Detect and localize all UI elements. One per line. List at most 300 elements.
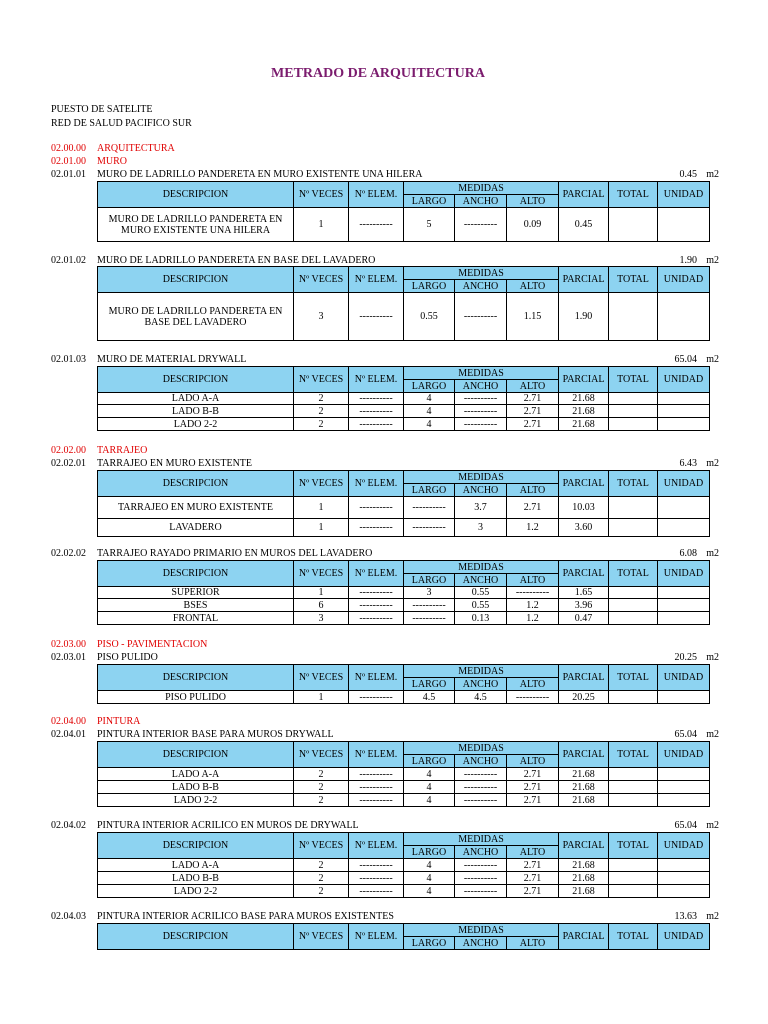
item-total: 65.04 <box>674 729 697 740</box>
header-elem: Nº ELEM. <box>349 267 404 293</box>
measurement-table <box>97 366 710 431</box>
header-largo: LARGO <box>404 937 455 950</box>
header-parcial: PARCIAL <box>559 561 609 587</box>
section-heading <box>51 156 127 167</box>
row-ancho: 0.55 <box>455 587 507 599</box>
header-largo: LARGO <box>404 195 455 208</box>
item-unit: m2 <box>706 458 719 469</box>
row-description: SUPERIOR <box>98 587 294 599</box>
header-total: TOTAL <box>609 471 658 497</box>
row-largo: 4 <box>404 859 455 872</box>
item-unit: m2 <box>706 652 719 663</box>
header-ancho: ANCHO <box>455 280 507 293</box>
row-elem: ---------- <box>349 497 404 519</box>
row-total <box>609 885 658 898</box>
header-total: TOTAL <box>609 561 658 587</box>
table-row <box>98 781 710 794</box>
row-total <box>609 872 658 885</box>
row-unidad <box>658 859 710 872</box>
measurement-table <box>97 832 710 898</box>
header-total: TOTAL <box>609 833 658 859</box>
row-parcial: 20.25 <box>559 691 609 704</box>
row-elem: ---------- <box>349 691 404 704</box>
header-largo: LARGO <box>404 574 455 587</box>
row-elem: ---------- <box>349 859 404 872</box>
header-ancho: ANCHO <box>455 937 507 950</box>
row-elem: ---------- <box>349 781 404 794</box>
item-total: 20.25 <box>674 652 697 663</box>
item-description: MURO DE MATERIAL DRYWALL <box>97 354 247 365</box>
row-unidad <box>658 405 710 418</box>
row-elem: ---------- <box>349 393 404 405</box>
header-veces: Nº VECES <box>294 665 349 691</box>
row-alto: 0.09 <box>507 208 559 242</box>
row-veces: 1 <box>294 691 349 704</box>
header-medidas: MEDIDAS <box>404 267 559 280</box>
section-code: 02.02.00 <box>51 445 86 456</box>
table-row <box>98 519 710 537</box>
row-ancho: ---------- <box>455 293 507 341</box>
header-alto: ALTO <box>507 937 559 950</box>
row-unidad <box>658 885 710 898</box>
item-unit: m2 <box>706 548 719 559</box>
header-largo: LARGO <box>404 280 455 293</box>
section-code: 02.00.00 <box>51 143 86 154</box>
row-description: LADO 2-2 <box>98 418 294 431</box>
header-descripcion: DESCRIPCION <box>98 471 294 497</box>
table-row <box>98 768 710 781</box>
header-total: TOTAL <box>609 182 658 208</box>
header-parcial: PARCIAL <box>559 924 609 950</box>
row-veces: 2 <box>294 859 349 872</box>
row-parcial: 21.68 <box>559 405 609 418</box>
row-parcial: 21.68 <box>559 418 609 431</box>
row-largo: 4 <box>404 405 455 418</box>
item-unit: m2 <box>706 255 719 266</box>
item-total: 6.43 <box>679 458 697 469</box>
row-parcial: 21.68 <box>559 781 609 794</box>
section-heading <box>51 716 140 727</box>
row-total <box>609 691 658 704</box>
item-heading <box>51 354 719 366</box>
row-veces: 2 <box>294 768 349 781</box>
table-row <box>98 859 710 872</box>
header-veces: Nº VECES <box>294 833 349 859</box>
network-name: RED DE SALUD PACIFICO SUR <box>51 118 192 129</box>
row-total <box>609 405 658 418</box>
row-description: LADO A-A <box>98 859 294 872</box>
header-veces: Nº VECES <box>294 182 349 208</box>
row-description: LADO A-A <box>98 768 294 781</box>
row-veces: 6 <box>294 599 349 612</box>
section-heading <box>51 639 207 650</box>
item-heading <box>51 169 719 181</box>
row-alto: 1.15 <box>507 293 559 341</box>
row-largo: 4 <box>404 794 455 807</box>
row-total <box>609 497 658 519</box>
row-ancho: ---------- <box>455 208 507 242</box>
item-description: MURO DE LADRILLO PANDERETA EN MURO EXISTENTE UNA HILERA <box>97 169 423 180</box>
header-ancho: ANCHO <box>455 755 507 768</box>
row-total <box>609 859 658 872</box>
row-alto: 2.71 <box>507 497 559 519</box>
row-description: LADO A-A <box>98 393 294 405</box>
row-description: BSES <box>98 599 294 612</box>
table-row <box>98 872 710 885</box>
item-heading <box>51 911 719 923</box>
header-elem: Nº ELEM. <box>349 665 404 691</box>
row-alto: 1.2 <box>507 612 559 625</box>
header-veces: Nº VECES <box>294 742 349 768</box>
table-row <box>98 691 710 704</box>
row-parcial: 0.45 <box>559 208 609 242</box>
table-row <box>98 587 710 599</box>
item-code: 02.01.02 <box>51 255 86 266</box>
header-ancho: ANCHO <box>455 574 507 587</box>
table-row <box>98 293 710 341</box>
header-alto: ALTO <box>507 846 559 859</box>
row-parcial: 21.68 <box>559 794 609 807</box>
row-largo: 4 <box>404 872 455 885</box>
item-unit: m2 <box>706 169 719 180</box>
header-ancho: ANCHO <box>455 846 507 859</box>
row-alto: 1.2 <box>507 519 559 537</box>
row-elem: ---------- <box>349 293 404 341</box>
row-total <box>609 519 658 537</box>
row-unidad <box>658 768 710 781</box>
section-name: MURO <box>97 156 128 167</box>
item-total: 65.04 <box>674 820 697 831</box>
row-largo: ---------- <box>404 519 455 537</box>
header-total: TOTAL <box>609 367 658 393</box>
row-elem: ---------- <box>349 885 404 898</box>
table-row <box>98 393 710 405</box>
row-total <box>609 208 658 242</box>
header-descripcion: DESCRIPCION <box>98 742 294 768</box>
row-ancho: ---------- <box>455 393 507 405</box>
row-veces: 2 <box>294 794 349 807</box>
row-total <box>609 587 658 599</box>
row-parcial: 1.65 <box>559 587 609 599</box>
header-alto: ALTO <box>507 195 559 208</box>
row-description: LADO 2-2 <box>98 885 294 898</box>
measurement-table <box>97 181 710 242</box>
header-alto: ALTO <box>507 755 559 768</box>
item-total: 1.90 <box>679 255 697 266</box>
row-unidad <box>658 781 710 794</box>
row-unidad <box>658 691 710 704</box>
row-largo: 5 <box>404 208 455 242</box>
header-descripcion: DESCRIPCION <box>98 267 294 293</box>
row-veces: 2 <box>294 872 349 885</box>
row-ancho: ---------- <box>455 794 507 807</box>
row-elem: ---------- <box>349 872 404 885</box>
header-veces: Nº VECES <box>294 561 349 587</box>
row-ancho: ---------- <box>455 768 507 781</box>
header-veces: Nº VECES <box>294 367 349 393</box>
section-name: TARRAJEO <box>97 445 148 456</box>
header-veces: Nº VECES <box>294 471 349 497</box>
item-description: PINTURA INTERIOR ACRILICO EN MUROS DE DRYWALL <box>97 820 359 831</box>
header-ancho: ANCHO <box>455 195 507 208</box>
row-total <box>609 293 658 341</box>
row-ancho: 0.13 <box>455 612 507 625</box>
row-veces: 1 <box>294 497 349 519</box>
row-description: TARRAJEO EN MURO EXISTENTE <box>98 497 294 519</box>
item-description: MURO DE LADRILLO PANDERETA EN BASE DEL LAVADERO <box>97 255 376 266</box>
row-veces: 2 <box>294 418 349 431</box>
row-alto: 2.71 <box>507 405 559 418</box>
table-row <box>98 405 710 418</box>
row-elem: ---------- <box>349 418 404 431</box>
row-parcial: 1.90 <box>559 293 609 341</box>
row-ancho: ---------- <box>455 781 507 794</box>
row-ancho: ---------- <box>455 859 507 872</box>
header-elem: Nº ELEM. <box>349 833 404 859</box>
item-code: 02.04.01 <box>51 729 86 740</box>
row-largo: 4 <box>404 393 455 405</box>
table-row <box>98 208 710 242</box>
row-elem: ---------- <box>349 405 404 418</box>
row-elem: ---------- <box>349 587 404 599</box>
header-total: TOTAL <box>609 267 658 293</box>
row-unidad <box>658 293 710 341</box>
row-description: MURO DE LADRILLO PANDERETA EN MURO EXISTENTE UNA HILERA <box>98 208 294 242</box>
row-largo: 3 <box>404 587 455 599</box>
row-description: LADO 2-2 <box>98 794 294 807</box>
measurement-table <box>97 266 710 341</box>
item-total: 13.63 <box>674 911 697 922</box>
row-description: LAVADERO <box>98 519 294 537</box>
row-largo: 4 <box>404 885 455 898</box>
row-unidad <box>658 587 710 599</box>
row-parcial: 21.68 <box>559 768 609 781</box>
header-elem: Nº ELEM. <box>349 182 404 208</box>
row-ancho: ---------- <box>455 885 507 898</box>
row-alto: 2.71 <box>507 781 559 794</box>
table-row <box>98 497 710 519</box>
row-description: LADO B-B <box>98 405 294 418</box>
row-unidad <box>658 599 710 612</box>
header-parcial: PARCIAL <box>559 367 609 393</box>
header-medidas: MEDIDAS <box>404 367 559 380</box>
row-parcial: 21.68 <box>559 885 609 898</box>
row-total <box>609 612 658 625</box>
row-total <box>609 393 658 405</box>
row-elem: ---------- <box>349 599 404 612</box>
item-code: 02.04.02 <box>51 820 86 831</box>
row-ancho: 3.7 <box>455 497 507 519</box>
row-elem: ---------- <box>349 768 404 781</box>
header-unidad: UNIDAD <box>658 267 710 293</box>
row-largo: ---------- <box>404 612 455 625</box>
section-code: 02.03.00 <box>51 639 86 650</box>
row-alto: 2.71 <box>507 794 559 807</box>
row-alto: 2.71 <box>507 393 559 405</box>
table-row <box>98 599 710 612</box>
section-heading <box>51 143 175 154</box>
row-description: FRONTAL <box>98 612 294 625</box>
header-parcial: PARCIAL <box>559 182 609 208</box>
row-alto: 2.71 <box>507 418 559 431</box>
row-unidad <box>658 497 710 519</box>
item-description: PINTURA INTERIOR BASE PARA MUROS DRYWALL <box>97 729 334 740</box>
header-parcial: PARCIAL <box>559 471 609 497</box>
row-elem: ---------- <box>349 612 404 625</box>
row-veces: 2 <box>294 781 349 794</box>
header-largo: LARGO <box>404 755 455 768</box>
header-elem: Nº ELEM. <box>349 367 404 393</box>
measurement-table <box>97 923 710 950</box>
header-unidad: UNIDAD <box>658 833 710 859</box>
header-descripcion: DESCRIPCION <box>98 665 294 691</box>
row-alto: ---------- <box>507 587 559 599</box>
item-code: 02.01.03 <box>51 354 86 365</box>
item-heading <box>51 729 719 741</box>
row-largo: ---------- <box>404 599 455 612</box>
header-parcial: PARCIAL <box>559 833 609 859</box>
row-largo: ---------- <box>404 497 455 519</box>
header-unidad: UNIDAD <box>658 665 710 691</box>
header-unidad: UNIDAD <box>658 924 710 950</box>
item-total: 0.45 <box>679 169 697 180</box>
measurement-table <box>97 470 710 537</box>
row-elem: ---------- <box>349 794 404 807</box>
header-veces: Nº VECES <box>294 924 349 950</box>
section-code: 02.04.00 <box>51 716 86 727</box>
header-alto: ALTO <box>507 574 559 587</box>
header-unidad: UNIDAD <box>658 742 710 768</box>
header-unidad: UNIDAD <box>658 182 710 208</box>
item-code: 02.01.01 <box>51 169 86 180</box>
row-parcial: 21.68 <box>559 393 609 405</box>
header-descripcion: DESCRIPCION <box>98 833 294 859</box>
measurement-table <box>97 664 710 704</box>
header-largo: LARGO <box>404 846 455 859</box>
header-elem: Nº ELEM. <box>349 561 404 587</box>
row-parcial: 10.03 <box>559 497 609 519</box>
row-veces: 1 <box>294 587 349 599</box>
header-alto: ALTO <box>507 678 559 691</box>
header-ancho: ANCHO <box>455 484 507 497</box>
row-largo: 4 <box>404 418 455 431</box>
row-largo: 4 <box>404 768 455 781</box>
header-medidas: MEDIDAS <box>404 182 559 195</box>
row-parcial: 21.68 <box>559 872 609 885</box>
item-unit: m2 <box>706 911 719 922</box>
header-medidas: MEDIDAS <box>404 924 559 937</box>
table-row <box>98 885 710 898</box>
row-ancho: 3 <box>455 519 507 537</box>
table-row <box>98 794 710 807</box>
header-parcial: PARCIAL <box>559 742 609 768</box>
header-alto: ALTO <box>507 280 559 293</box>
header-medidas: MEDIDAS <box>404 742 559 755</box>
item-total: 6.08 <box>679 548 697 559</box>
row-ancho: ---------- <box>455 872 507 885</box>
row-description: MURO DE LADRILLO PANDERETA EN BASE DEL LAVADERO <box>98 293 294 341</box>
header-elem: Nº ELEM. <box>349 471 404 497</box>
item-unit: m2 <box>706 354 719 365</box>
row-total <box>609 781 658 794</box>
header-largo: LARGO <box>404 484 455 497</box>
header-descripcion: DESCRIPCION <box>98 924 294 950</box>
row-total <box>609 768 658 781</box>
header-elem: Nº ELEM. <box>349 924 404 950</box>
section-name: PINTURA <box>97 716 141 727</box>
row-elem: ---------- <box>349 208 404 242</box>
header-largo: LARGO <box>404 678 455 691</box>
header-medidas: MEDIDAS <box>404 561 559 574</box>
row-alto: 2.71 <box>507 859 559 872</box>
header-elem: Nº ELEM. <box>349 742 404 768</box>
item-description: TARRAJEO RAYADO PRIMARIO EN MUROS DEL LAVADERO <box>97 548 373 559</box>
header-unidad: UNIDAD <box>658 561 710 587</box>
table-row <box>98 418 710 431</box>
page-title: METRADO DE ARQUITECTURA <box>271 66 485 81</box>
row-total <box>609 794 658 807</box>
header-total: TOTAL <box>609 924 658 950</box>
row-alto: 1.2 <box>507 599 559 612</box>
row-description: LADO B-B <box>98 872 294 885</box>
row-parcial: 3.60 <box>559 519 609 537</box>
header-total: TOTAL <box>609 742 658 768</box>
header-veces: Nº VECES <box>294 267 349 293</box>
row-elem: ---------- <box>349 519 404 537</box>
item-heading <box>51 458 719 470</box>
row-largo: 4 <box>404 781 455 794</box>
header-ancho: ANCHO <box>455 380 507 393</box>
row-largo: 4.5 <box>404 691 455 704</box>
row-parcial: 21.68 <box>559 859 609 872</box>
header-ancho: ANCHO <box>455 678 507 691</box>
item-total: 65.04 <box>674 354 697 365</box>
header-alto: ALTO <box>507 380 559 393</box>
header-descripcion: DESCRIPCION <box>98 182 294 208</box>
item-code: 02.03.01 <box>51 652 86 663</box>
row-unidad <box>658 794 710 807</box>
header-medidas: MEDIDAS <box>404 665 559 678</box>
header-parcial: PARCIAL <box>559 267 609 293</box>
item-description: PINTURA INTERIOR ACRILICO BASE PARA MUROS EXISTENTES <box>97 911 394 922</box>
row-alto: ---------- <box>507 691 559 704</box>
header-unidad: UNIDAD <box>658 471 710 497</box>
row-veces: 2 <box>294 405 349 418</box>
row-veces: 2 <box>294 393 349 405</box>
row-unidad <box>658 872 710 885</box>
row-unidad <box>658 612 710 625</box>
row-parcial: 0.47 <box>559 612 609 625</box>
row-veces: 1 <box>294 519 349 537</box>
item-description: PISO PULIDO <box>97 652 158 663</box>
item-heading <box>51 652 719 664</box>
row-ancho: 4.5 <box>455 691 507 704</box>
header-parcial: PARCIAL <box>559 665 609 691</box>
row-parcial: 3.96 <box>559 599 609 612</box>
item-code: 02.02.02 <box>51 548 86 559</box>
row-unidad <box>658 418 710 431</box>
header-medidas: MEDIDAS <box>404 471 559 484</box>
row-alto: 2.71 <box>507 885 559 898</box>
row-description: PISO PULIDO <box>98 691 294 704</box>
measurement-table <box>97 560 710 625</box>
row-veces: 1 <box>294 208 349 242</box>
item-code: 02.04.03 <box>51 911 86 922</box>
section-code: 02.01.00 <box>51 156 86 167</box>
row-description: LADO B-B <box>98 781 294 794</box>
item-code: 02.02.01 <box>51 458 86 469</box>
item-heading <box>51 820 719 832</box>
